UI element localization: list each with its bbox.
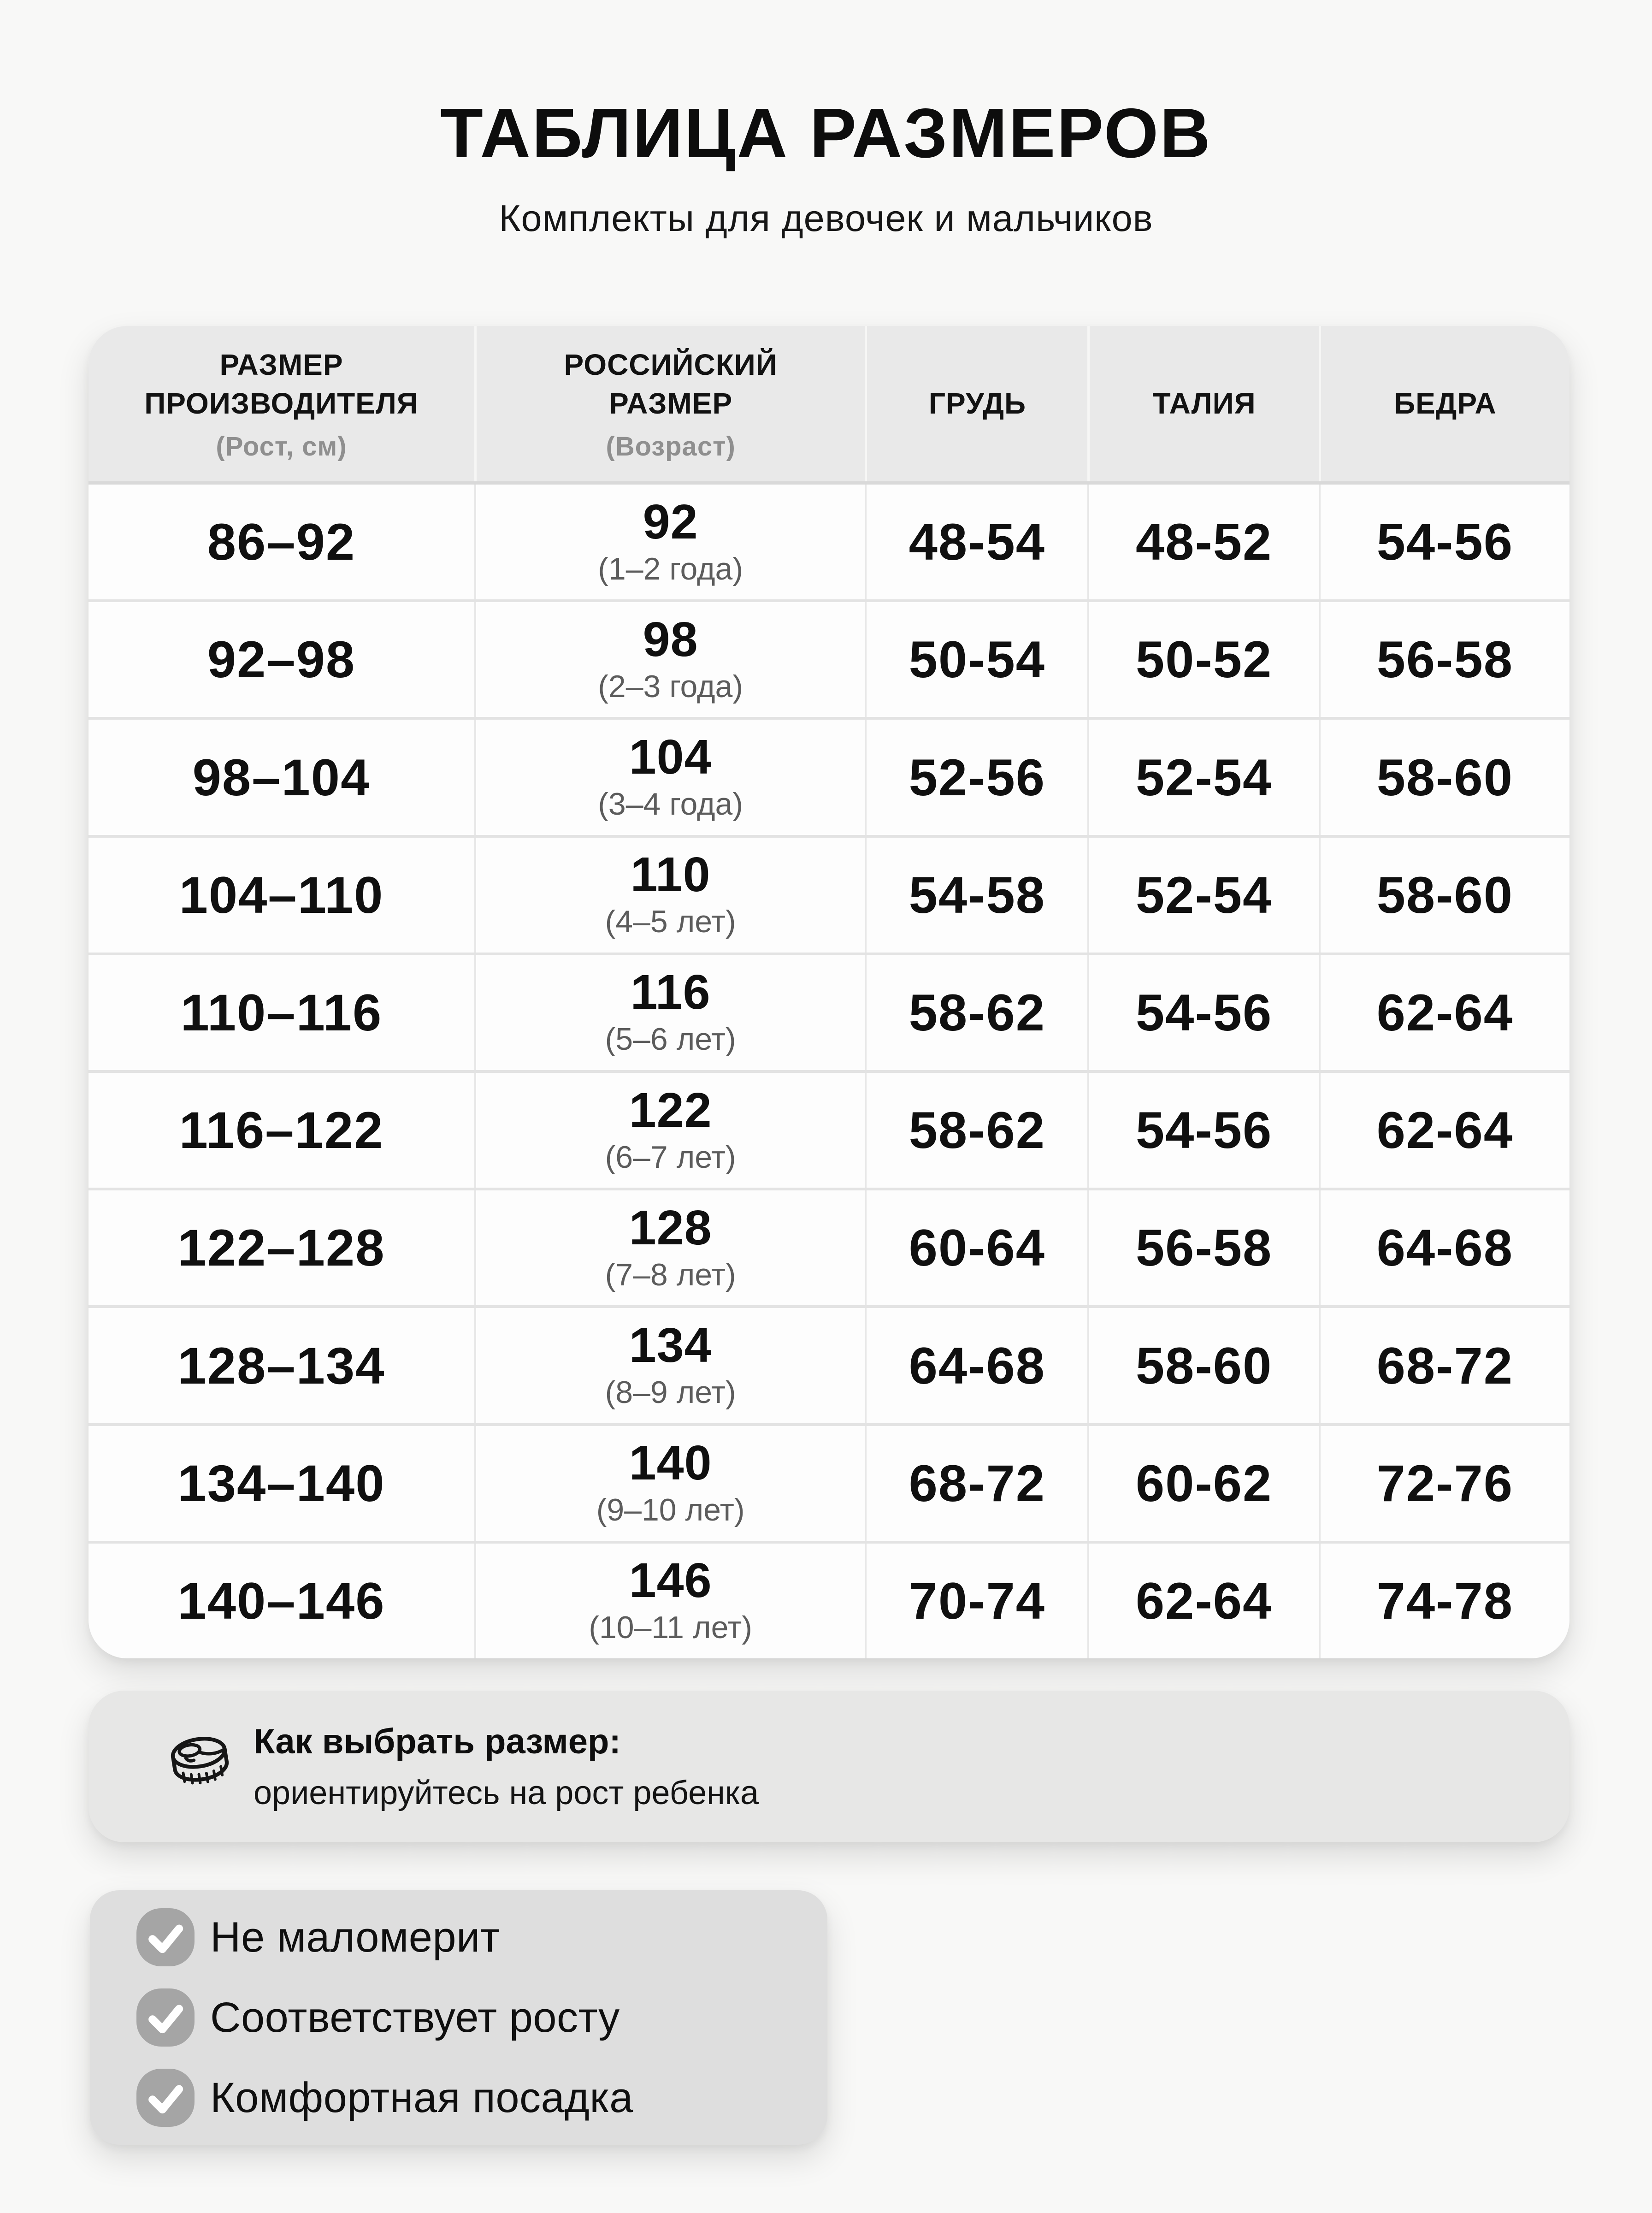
feature-label: Комфортная посадка [210,2074,633,2121]
table-row [88,953,1569,1070]
russian-size-cell [474,955,865,1070]
producer-size-cell: 140–146 [177,1572,385,1630]
russian-size-value: 92 [643,494,698,549]
producer-size-cell: 116–122 [179,1101,384,1160]
table-row [88,1423,1569,1541]
russian-size-value: 140 [629,1436,712,1491]
hint-card [88,1691,1569,1842]
hips-cell: 68-72 [1319,1308,1569,1423]
age-label: (8–9 лет) [605,1374,736,1410]
feature-item [135,1987,827,2048]
hips-cell: 72-76 [1319,1426,1569,1541]
hips-cell: 58-60 [1319,838,1569,953]
header-russian-size [474,326,865,481]
russian-size-cell [474,1426,865,1541]
header-label: БЕДРА [1394,387,1497,420]
header-sublabel: (Рост, см) [216,432,347,462]
header-label: РАЗМЕР ПРОИЗВОДИТЕЛЯ [144,348,419,420]
hint-text-block [254,1716,759,1818]
russian-size-cell [474,1190,865,1305]
chest-cell: 50-54 [865,602,1087,717]
producer-size-cell: 98–104 [192,748,371,806]
producer-size-cell: 86–92 [207,513,356,571]
russian-size-value: 104 [629,729,712,784]
age-label: (3–4 года) [598,786,743,822]
chest-cell: 58-62 [865,1073,1087,1188]
feature-label: Не маломерит [210,1913,500,1961]
header-chest [865,326,1087,481]
producer-size-cell: 128–134 [177,1337,385,1395]
russian-size-value: 98 [643,612,698,667]
producer-size-cell: 122–128 [177,1219,385,1277]
producer-size-cell: 134–140 [177,1454,385,1512]
feature-item [135,2067,827,2129]
table-row [88,1188,1569,1305]
russian-size-value: 128 [629,1200,712,1255]
russian-size-cell [474,602,865,717]
age-label: (4–5 лет) [605,904,736,940]
chest-cell: 64-68 [865,1308,1087,1423]
hips-cell: 56-58 [1319,602,1569,717]
feature-label: Соответствует росту [210,1994,620,2041]
russian-size-value: 122 [629,1083,712,1137]
age-label: (2–3 года) [598,669,743,704]
header-label: ГРУДЬ [928,387,1026,420]
header-producer-size [88,326,474,481]
check-icon [135,1906,196,1968]
waist-cell: 48-52 [1087,485,1318,599]
header-hips [1319,326,1569,481]
waist-cell: 52-54 [1087,720,1318,834]
russian-size-value: 110 [630,847,711,902]
waist-cell: 54-56 [1087,1073,1318,1188]
table-header-row [88,326,1569,485]
measuring-tape-icon [169,1725,234,1807]
feature-item [135,1906,827,1968]
age-label: (1–2 года) [598,551,743,586]
table-body [88,485,1569,1658]
table-row [88,1070,1569,1188]
russian-size-cell [474,1308,865,1423]
chest-cell: 52-56 [865,720,1087,834]
russian-size-cell [474,1544,865,1658]
producer-size-cell: 104–110 [179,866,384,924]
page-subtitle: Комплекты для девочек и мальчиков [499,198,1153,239]
hips-cell: 62-64 [1319,1073,1569,1188]
table-row [88,599,1569,717]
table-row [88,1305,1569,1423]
russian-size-value: 116 [630,965,711,1020]
age-label: (5–6 лет) [605,1022,736,1057]
header-label: ТАЛИЯ [1152,387,1256,420]
check-icon [135,2067,196,2129]
russian-size-value: 134 [629,1318,712,1373]
table-row [88,1541,1569,1658]
hips-cell: 64-68 [1319,1190,1569,1305]
russian-size-cell [474,485,865,599]
waist-cell: 62-64 [1087,1544,1318,1658]
russian-size-cell [474,838,865,953]
producer-size-cell: 92–98 [207,631,356,689]
chest-cell: 60-64 [865,1190,1087,1305]
age-label: (9–10 лет) [596,1492,745,1528]
waist-cell: 60-62 [1087,1426,1318,1541]
table-row [88,717,1569,834]
chest-cell: 48-54 [865,485,1087,599]
waist-cell: 56-58 [1087,1190,1318,1305]
header-label: РОССИЙСКИЙ РАЗМЕР [564,348,778,420]
hips-cell: 74-78 [1319,1544,1569,1658]
hips-cell: 62-64 [1319,955,1569,1070]
russian-size-cell [474,720,865,834]
chest-cell: 68-72 [865,1426,1087,1541]
hint-title: Как выбрать размер: [254,1722,621,1761]
hips-cell: 58-60 [1319,720,1569,834]
table-row [88,835,1569,953]
waist-cell: 50-52 [1087,602,1318,717]
features-card [90,1890,827,2145]
russian-size-cell [474,1073,865,1188]
producer-size-cell: 110–116 [180,983,383,1041]
waist-cell: 52-54 [1087,838,1318,953]
check-icon [135,1987,196,2048]
age-label: (10–11 лет) [589,1610,752,1645]
table-row [88,485,1569,599]
chest-cell: 58-62 [865,955,1087,1070]
chest-cell: 54-58 [865,838,1087,953]
page-title: ТАБЛИЦА РАЗМЕРОВ [440,94,1212,172]
hips-cell: 54-56 [1319,485,1569,599]
waist-cell: 54-56 [1087,955,1318,1070]
age-label: (7–8 лет) [605,1257,736,1292]
waist-cell: 58-60 [1087,1308,1318,1423]
hint-line: ориентируйтесь на рост ребенка [254,1774,759,1811]
header-waist [1087,326,1318,481]
age-label: (6–7 лет) [605,1139,736,1175]
chest-cell: 70-74 [865,1544,1087,1658]
header-sublabel: (Возраст) [606,432,736,462]
size-table [88,326,1569,1658]
russian-size-value: 146 [629,1553,712,1608]
